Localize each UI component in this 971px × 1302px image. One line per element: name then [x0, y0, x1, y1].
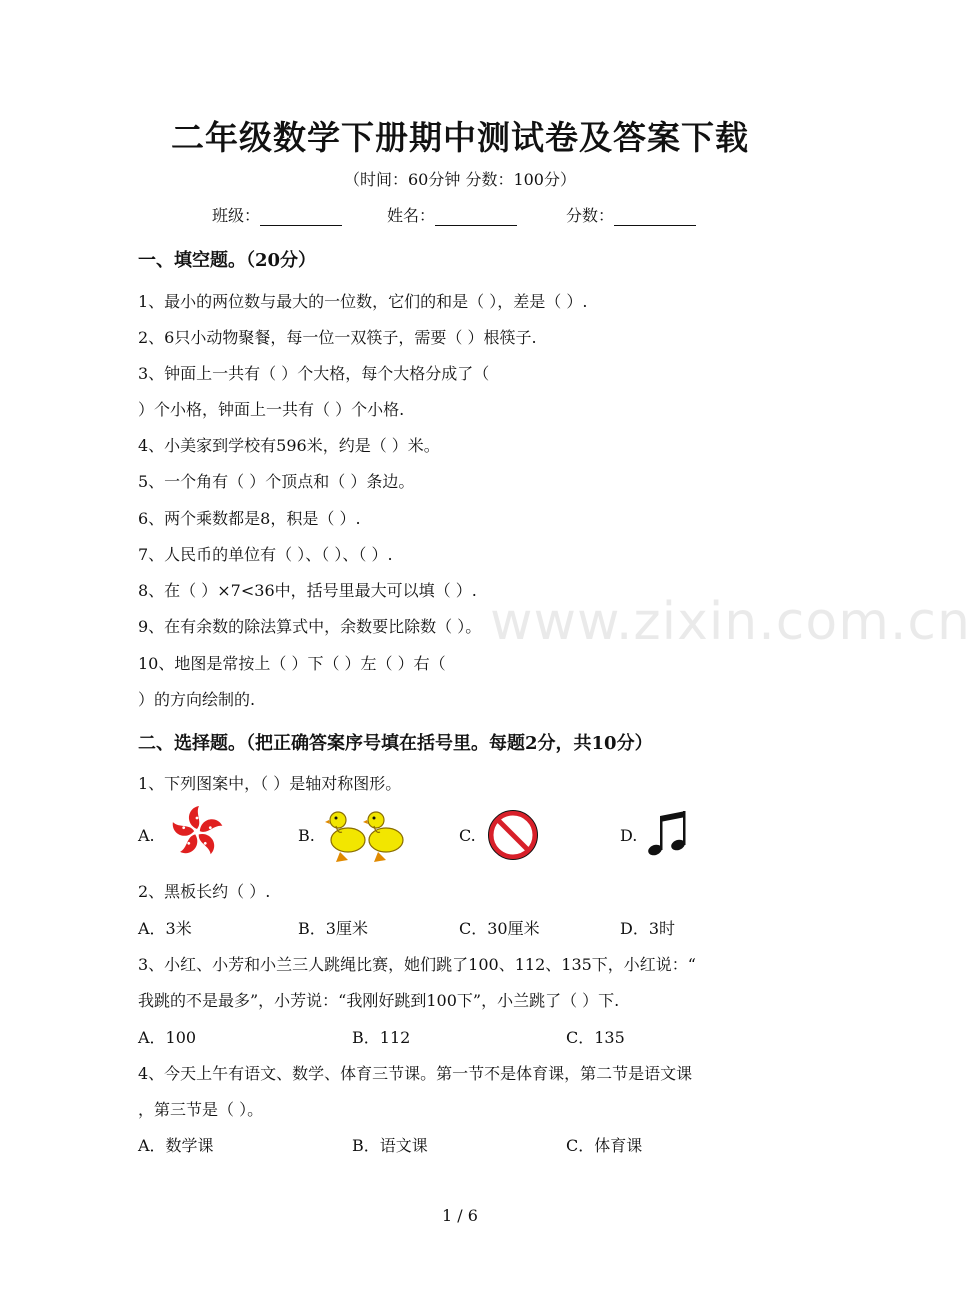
option-d-label: D.	[620, 826, 638, 845]
q2-option-d: D．3时	[620, 919, 676, 938]
fill-question-line: 7、人民币的单位有（ ）、（ ）、（ ）.	[138, 545, 393, 564]
q2-option-b: B．3厘米	[298, 919, 368, 938]
q4-option-a: A．数学课	[138, 1136, 214, 1155]
page-number: 1 / 6	[442, 1206, 478, 1225]
q2-option-c: C．30厘米	[459, 919, 540, 938]
fill-question-line: 8、在（ ）×7<36中，括号里最大可以填（ ）.	[138, 581, 477, 600]
q3-option-c: C．135	[566, 1028, 625, 1047]
score-field	[566, 203, 696, 226]
fill-question-line: 1、最小的两位数与最大的一位数，它们的和是（ ），差是（ ）.	[138, 292, 588, 311]
class-field	[212, 203, 342, 226]
watermark: www.zixin.com.cn	[490, 592, 971, 652]
section1-heading: 一、填空题。（20分）	[138, 250, 317, 271]
fill-question-line: 5、一个角有（ ）个顶点和（ ）条边。	[138, 472, 415, 491]
bauhinia-flower-icon	[170, 805, 224, 859]
option-c-label: C.	[459, 826, 476, 845]
choice-question-2: 2、黑板长约（ ）.	[138, 882, 271, 901]
fill-question-line: 3、钟面上一共有（ ）个大格，每个大格分成了（	[138, 364, 490, 383]
page-title: 二年级数学下册期中测试卷及答案下载	[171, 118, 749, 157]
no-sign-icon	[488, 810, 538, 860]
fill-question-line: ）的方向绘制的.	[138, 690, 256, 709]
option-b-label: B.	[298, 826, 315, 845]
score-blank	[614, 207, 696, 226]
fill-question-line: ）个小格，钟面上一共有（ ）个小格.	[138, 400, 405, 419]
exam-time-and-score: （时间：60分钟 分数：100分）	[344, 170, 576, 189]
name-blank	[435, 207, 517, 226]
name-field	[387, 203, 517, 226]
q3-option-a: A．100	[138, 1028, 197, 1047]
class-blank	[260, 207, 342, 226]
q4-option-c: C．体育课	[566, 1136, 643, 1155]
fill-question-line: 10、地图是常按上（ ）下（ ）左（ ）右（	[138, 654, 446, 673]
section2-heading: 二、选择题。（把正确答案序号填在括号里。每题2分，共10分）	[138, 733, 653, 754]
q2-option-a: A．3米	[138, 919, 192, 938]
score-label: 分数：	[566, 206, 615, 225]
fill-question-line: 6、两个乘数都是8，积是（ ）.	[138, 509, 361, 528]
fill-question-line: 4、小美家到学校有596米，约是（ ）米。	[138, 436, 440, 455]
option-a-label: A.	[138, 826, 155, 845]
name-label: 姓名：	[387, 206, 436, 225]
choice-question-1: 1、下列图案中，（ ）是轴对称图形。	[138, 774, 402, 793]
choice-question-3-line1: 3、小红、小芳和小兰三人跳绳比赛，她们跳了100、112、135下，小红说：“	[138, 955, 696, 974]
fill-question-line: 9、在有余数的除法算式中，余数要比除数（ ）。	[138, 617, 482, 636]
q4-option-b: B．语文课	[352, 1136, 428, 1155]
q3-option-b: B．112	[352, 1028, 411, 1047]
choice-question-3-line2: 我跳的不是最多”，小芳说：“我刚好跳到100下”，小兰跳了（ ）下.	[138, 991, 620, 1010]
music-note-icon	[646, 808, 688, 858]
choice-question-4-line1: 4、今天上午有语文、数学、体育三节课。第一节不是体育课，第二节是语文课	[138, 1064, 693, 1083]
two-ducks-icon	[326, 808, 412, 864]
class-label: 班级：	[212, 206, 261, 225]
choice-question-4-line2: ，第三节是（ ）。	[138, 1100, 264, 1119]
fill-question-line: 2、6只小动物聚餐，每一位一双筷子，需要（ ）根筷子.	[138, 328, 537, 347]
